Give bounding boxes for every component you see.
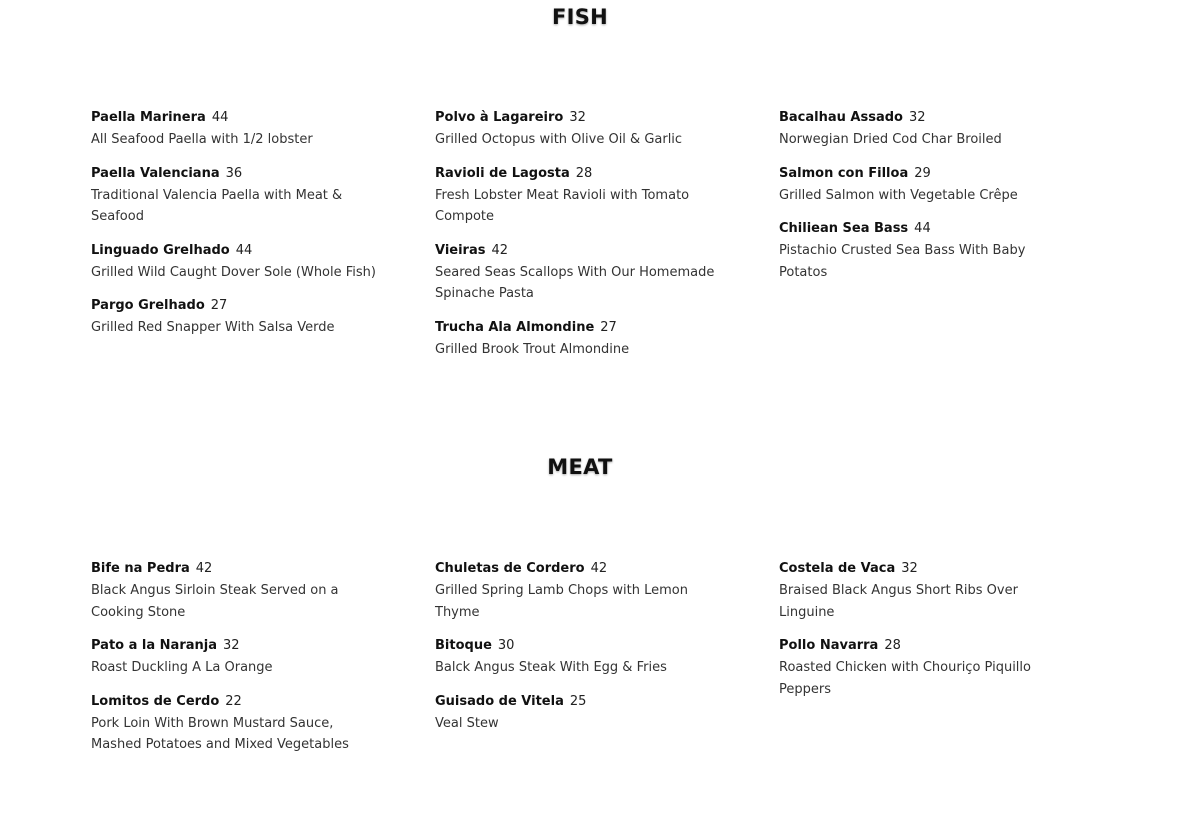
- dish-price: 42: [491, 242, 509, 258]
- dish-price: 32: [901, 561, 918, 576]
- dish-name: Salmon con Filloa: [779, 165, 909, 181]
- menu-item-header: [435, 637, 779, 655]
- menu-item: [91, 165, 435, 228]
- menu-item-header: [91, 297, 435, 315]
- dish-description: Roast Duckling A La Orange: [91, 660, 273, 675]
- dish-description: Pork Loin With Brown Mustard Sauce, Mashed Potatoes and Mixed Vegetables: [91, 715, 349, 752]
- menu-item-header: [435, 165, 779, 183]
- dish-description: Balck Angus Steak With Egg & Fries: [435, 660, 667, 675]
- menu-item-header: [91, 560, 435, 578]
- meat-menu-column: [779, 560, 1123, 770]
- meat-menu-column: [91, 560, 435, 770]
- dish-name: Trucha Ala Almondine: [435, 319, 595, 335]
- dish-name: Paella Valenciana: [91, 165, 220, 181]
- dish-price: 44: [235, 242, 253, 258]
- fish-section-title: FISH: [551, 5, 609, 29]
- menu-item: [435, 109, 779, 151]
- dish-name: Chiliean Sea Bass: [779, 221, 909, 236]
- fish-menu-grid: [91, 109, 1123, 374]
- meat-section-title: MEAT: [547, 455, 613, 479]
- menu-item-header: [779, 220, 1123, 238]
- dish-name: Costela de Vaca: [779, 561, 896, 576]
- dish-price: 44: [211, 110, 229, 125]
- dish-description: Pistachio Crusted Sea Bass With Baby Potatos: [779, 243, 1026, 280]
- dish-price: 36: [225, 165, 243, 181]
- dish-price: 44: [914, 221, 931, 236]
- dish-name: Paella Marinera: [91, 110, 206, 125]
- dish-description: Roasted Chicken with Chouriço Piquillo Peppers: [779, 660, 1031, 697]
- menu-item: [91, 109, 435, 151]
- dish-name: Pato a la Naranja: [91, 638, 217, 653]
- menu-item-header: [779, 637, 1123, 655]
- menu-item-header: [779, 560, 1123, 578]
- dish-price: 32: [908, 110, 926, 125]
- dish-price: 28: [575, 165, 593, 181]
- menu-item: [779, 220, 1123, 283]
- dish-name: Pargo Grelhado: [91, 298, 205, 313]
- menu-item: [91, 637, 435, 679]
- dish-description: Veal Stew: [435, 715, 499, 731]
- fish-menu-column: [779, 109, 1123, 374]
- meat-menu-column: [435, 560, 779, 770]
- menu-item: [91, 297, 435, 339]
- menu-item-header: [91, 165, 435, 183]
- dish-description: Seared Seas Scallops With Our Homemade Spinache Pasta: [435, 264, 715, 301]
- dish-description: Grilled Wild Caught Dover Sole (Whole Fish): [91, 264, 376, 280]
- menu-item-header: [435, 109, 779, 127]
- fish-menu-column: [435, 109, 779, 374]
- dish-description: Braised Black Angus Short Ribs Over Linguine: [779, 583, 1018, 620]
- dish-price: 42: [195, 561, 213, 576]
- dish-description: Grilled Spring Lamb Chops with Lemon Thyme: [435, 583, 688, 620]
- menu-item: [91, 242, 435, 284]
- menu-item-header: [435, 560, 779, 578]
- menu-item-header: [91, 693, 435, 711]
- dish-description: Grilled Salmon with Vegetable Crêpe: [779, 187, 1018, 203]
- dish-description: Traditional Valencia Paella with Meat & Seafood: [91, 187, 343, 224]
- dish-name: Pollo Navarra: [779, 638, 879, 653]
- menu-item: [779, 109, 1123, 151]
- menu-item: [435, 637, 779, 679]
- menu-item: [435, 242, 779, 305]
- dish-price: 32: [223, 638, 240, 653]
- menu-item-header: [435, 242, 779, 260]
- dish-description: Fresh Lobster Meat Ravioli with Tomato Compote: [435, 187, 690, 224]
- menu-item: [435, 319, 779, 361]
- dish-name: Linguado Grelhado: [91, 242, 230, 258]
- dish-price: 25: [569, 693, 587, 709]
- dish-name: Lomitos de Cerdo: [91, 693, 220, 709]
- meat-menu-grid: [91, 560, 1123, 770]
- menu-item: [91, 693, 435, 756]
- dish-name: Bacalhau Assado: [779, 110, 903, 125]
- dish-description: Norwegian Dried Cod Char Broiled: [779, 132, 1002, 147]
- menu-item-header: [91, 637, 435, 655]
- dish-price: 30: [497, 638, 515, 653]
- dish-name: Vieiras: [435, 242, 486, 258]
- dish-price: 27: [210, 298, 228, 313]
- menu-item: [91, 560, 435, 623]
- dish-description: Black Angus Sirloin Steak Served on a Cooking Stone: [91, 583, 339, 620]
- dish-price: 32: [569, 110, 586, 125]
- menu-item-header: [435, 319, 779, 337]
- dish-name: Bitoque: [435, 638, 492, 653]
- dish-price: 27: [600, 319, 617, 335]
- menu-item-header: [779, 165, 1123, 183]
- dish-price: 29: [914, 165, 931, 181]
- menu-item: [435, 693, 779, 735]
- menu-item: [779, 637, 1123, 700]
- menu-item-header: [779, 109, 1123, 127]
- dish-name: Ravioli de Lagosta: [435, 165, 570, 181]
- dish-name: Bife na Pedra: [91, 561, 190, 576]
- dish-name: Chuletas de Cordero: [435, 561, 585, 576]
- dish-price: 22: [225, 693, 242, 709]
- dish-name: Polvo à Lagareiro: [435, 110, 564, 125]
- fish-menu-column: [91, 109, 435, 374]
- dish-description: Grilled Brook Trout Almondine: [435, 341, 630, 357]
- dish-description: All Seafood Paella with 1/2 lobster: [91, 132, 313, 147]
- dish-price: 42: [590, 561, 608, 576]
- menu-item-header: [91, 109, 435, 127]
- dish-description: Grilled Octopus with Olive Oil & Garlic: [435, 132, 683, 147]
- dish-name: Guisado de Vitela: [435, 693, 564, 709]
- menu-item: [435, 165, 779, 228]
- menu-item-header: [91, 242, 435, 260]
- menu-item: [435, 560, 779, 623]
- menu-item: [779, 560, 1123, 623]
- menu-item-header: [435, 693, 779, 711]
- dish-description: Grilled Red Snapper With Salsa Verde: [91, 320, 335, 335]
- dish-price: 28: [884, 638, 901, 653]
- menu-item: [779, 165, 1123, 207]
